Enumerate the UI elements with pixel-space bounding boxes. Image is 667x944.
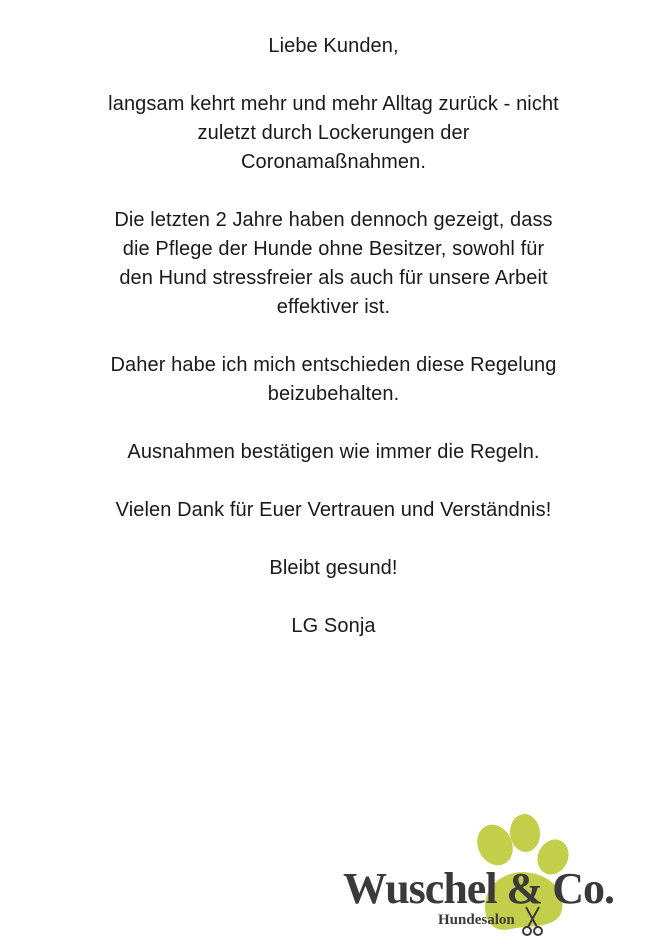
greeting-line: Liebe Kunden, — [268, 35, 399, 57]
paragraph-6-line: Bleibt gesund! — [269, 557, 398, 579]
signature-line: LG Sonja — [291, 615, 376, 637]
signature — [60, 612, 607, 641]
paragraph-3-line: beizubehalten. — [267, 383, 400, 405]
paragraph-1-line: langsam kehrt mehr und mehr Alltag zurück - nicht — [108, 93, 559, 115]
paragraph-2-line: Die letzten 2 Jahre haben dennoch gezeigt, dass — [114, 209, 553, 231]
paragraph-4 — [60, 438, 607, 467]
paragraph-5-line: Vielen Dank für Euer Vertrauen und Verständnis! — [115, 499, 552, 521]
paragraph-3-line: Daher habe ich mich entschieden diese Regelung — [110, 354, 557, 376]
letter-body — [60, 32, 607, 670]
paragraph-5 — [60, 496, 607, 525]
paragraph-4-line: Ausnahmen bestätigen wie immer die Regeln. — [127, 441, 540, 463]
paragraph-1-line: Coronamaßnahmen. — [240, 151, 427, 173]
logo-subtitle: Hundesalon — [438, 912, 515, 928]
logo-wordmark: Wuschel & Co. — [343, 864, 614, 913]
paragraph-2-line: effektiver ist. — [276, 296, 391, 318]
paragraph-2-line: die Pflege der Hunde ohne Besitzer, sowohl für — [122, 238, 545, 260]
greeting — [60, 32, 607, 61]
paragraph-3 — [60, 351, 607, 409]
company-logo — [335, 815, 625, 940]
paragraph-1-line: zuletzt durch Lockerungen der — [197, 122, 470, 144]
paragraph-6 — [60, 554, 607, 583]
paragraph-2-line: den Hund stressfreier als auch für unsere Arbeit — [119, 267, 548, 289]
paragraph-1 — [60, 90, 607, 177]
paragraph-2 — [60, 206, 607, 322]
